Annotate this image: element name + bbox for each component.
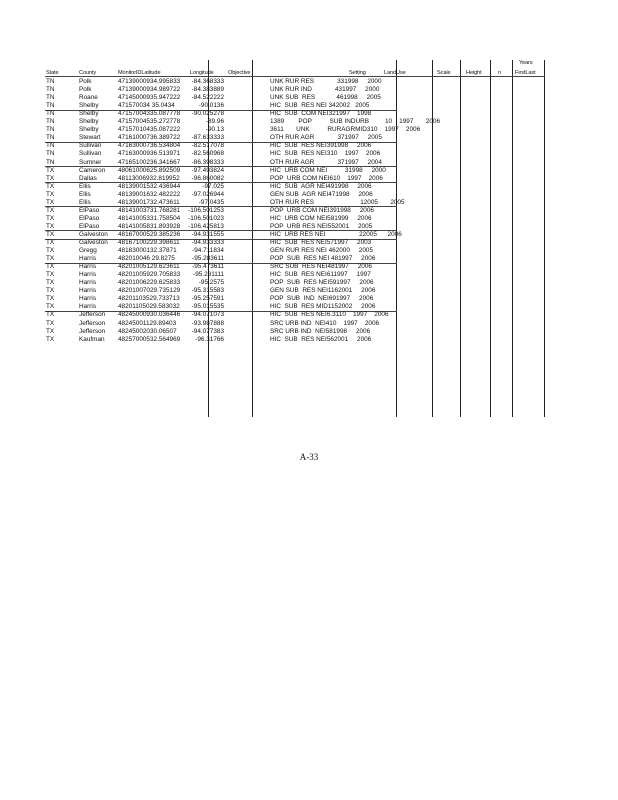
cell-monitor-latitude: 48139001632.482222 [118, 190, 181, 198]
cell-longitude: -89.96 [205, 118, 224, 126]
table-row [0, 183, 618, 191]
cell-details: SRC SUB RES NEI481997 2006 [270, 263, 372, 271]
cell-longitude: -84.522222 [191, 94, 224, 102]
cell-monitor-latitude: 48113006932.819952 [118, 174, 180, 182]
cell-monitor-latitude: 48141005331.758504 [118, 214, 181, 222]
cell-monitor-latitude: 47163000736.534804 [118, 142, 181, 150]
cell-county: Galveston [79, 230, 108, 238]
cell-county: ElPaso [79, 214, 100, 222]
cell-state: TX [46, 255, 55, 263]
cell-county: Sullivan [79, 142, 102, 150]
cell-county: Harris [79, 303, 97, 311]
header-setting: Setting [349, 70, 366, 76]
cell-monitor-latitude: 48201105029.583032 [118, 303, 180, 311]
cell-details: OTH RUR AGR 371997 2005 [270, 134, 382, 142]
cell-longitude: -96.860082 [191, 174, 224, 182]
header-longitude: Longitude [190, 70, 214, 76]
table-row [0, 328, 618, 336]
cell-state: TN [46, 142, 55, 150]
table-row [0, 263, 618, 271]
cell-county: Ellis [79, 182, 91, 190]
table-row [0, 311, 618, 319]
cell-county: Cameron [79, 166, 106, 174]
cell-state: TX [46, 287, 55, 295]
cell-details: HIC SUB RES NEI6.3110 1997 2006 [270, 311, 389, 319]
cell-details: HIC SUB RES NEI 342002 2005 [270, 102, 370, 110]
table-row [0, 336, 618, 344]
cell-details: SRC URB IND NEI410 1997 2006 [270, 319, 380, 327]
table-row [0, 207, 618, 215]
cell-details: POP SUB RES NEI591997 2006 [270, 279, 374, 287]
cell-longitude: -86.398333 [191, 158, 224, 166]
cell-details: OTH RUR AGR 371997 2004 [270, 158, 382, 166]
cell-longitude: -95.473611 [192, 263, 224, 271]
cell-monitor-latitude: 47161000736.389722 [118, 134, 181, 142]
cell-state: TX [46, 327, 55, 335]
cell-county: Polk [79, 86, 92, 94]
cell-longitude: -82.517078 [191, 142, 224, 150]
cell-state: TN [46, 134, 55, 142]
table-row [0, 110, 618, 118]
cell-county: Shelby [79, 110, 99, 118]
cell-monitor-latitude: 48141003731.768281 [118, 206, 181, 214]
cell-county: Shelby [79, 126, 99, 134]
table-row [0, 320, 618, 328]
cell-county: Jefferson [79, 327, 106, 335]
table-row [0, 94, 618, 102]
cell-longitude: -95.281111 [193, 271, 224, 279]
header-years: Years [519, 60, 533, 66]
table-row [0, 215, 618, 223]
cell-monitor-latitude: 48183000132.37871 [118, 247, 177, 255]
cell-county: Harris [79, 295, 97, 303]
cell-state: TX [46, 206, 55, 214]
cell-county: Jefferson [79, 311, 106, 319]
cell-monitor-latitude: 48201006229.625833 [118, 279, 181, 287]
table-row [0, 191, 618, 199]
cell-details: HIC SUB RES NEI391998 2006 [270, 142, 372, 150]
table-row [0, 150, 618, 158]
header-height: Height [466, 70, 482, 76]
table-row [0, 118, 618, 126]
table-row [0, 167, 618, 175]
cell-monitor-latitude: 47157004335.087778 [118, 110, 181, 118]
cell-monitor-latitude: 48245001129.89403 [118, 319, 177, 327]
cell-details: HIC SUB RES NEI310 1997 2006 [270, 150, 381, 158]
table-row [0, 247, 618, 255]
cell-monitor-latitude: 47145000935.947222 [118, 94, 181, 102]
cell-county: Ellis [79, 198, 91, 206]
cell-state: TX [46, 222, 55, 230]
cell-details: HIC URB RES NEI 22005 2006 [270, 230, 402, 238]
table-row [0, 239, 618, 247]
cell-state: TX [46, 335, 55, 343]
cell-state: TX [46, 279, 55, 287]
cell-state: TN [46, 86, 55, 94]
cell-monitor-latitude: 48201103529.733713 [118, 295, 180, 303]
cell-monitor-latitude: 47157004535.272778 [118, 118, 181, 126]
table-row [0, 86, 618, 94]
table-row [0, 78, 618, 86]
cell-longitude: -97.493824 [191, 166, 224, 174]
cell-details: UNK RUR IND 431997 2000 [270, 86, 380, 94]
cell-monitor-latitude: 47165100236.341667 [118, 158, 181, 166]
cell-longitude: -97.025 [202, 182, 224, 190]
cell-state: TN [46, 150, 55, 158]
cell-county: Harris [79, 287, 97, 295]
cell-details: GEN SUB RES NEI1162001 2006 [270, 287, 376, 295]
cell-monitor-latitude: 48245000930.036446 [118, 311, 181, 319]
table-row [0, 279, 618, 287]
cell-county: Ellis [79, 190, 91, 198]
cell-longitude: -95.283611 [192, 255, 224, 263]
cell-longitude: -82.560968 [191, 150, 224, 158]
cell-monitor-latitude: 48201005929.705833 [118, 271, 181, 279]
cell-state: TX [46, 182, 55, 190]
table-row [0, 287, 618, 295]
header-scale: Scale [437, 70, 451, 76]
cell-monitor-latitude: 48201005129.623611 [118, 263, 180, 271]
cell-longitude: -94.711834 [192, 247, 224, 255]
cell-monitor-latitude: 47139000934.995833 [118, 78, 181, 85]
cell-longitude: -106.501023 [188, 214, 224, 222]
cell-longitude: -90.0136 [198, 102, 224, 110]
cell-details: POP URB RES NEI552001 2005 [270, 222, 373, 230]
cell-monitor-latitude: 482010046 29.8275 [118, 255, 175, 263]
cell-monitor-latitude: 47157010435.087222 [118, 126, 181, 134]
cell-longitude: -87.633333 [191, 134, 224, 142]
cell-longitude: -94.077383 [191, 327, 224, 335]
cell-details: UNK SUB RES 461998 2005 [270, 94, 381, 102]
cell-state: TN [46, 78, 55, 85]
cell-monitor-latitude: 48139001532.436944 [118, 182, 181, 190]
cell-monitor-latitude: 471570034 35.0434 [118, 102, 175, 110]
cell-longitude: -90.13 [205, 126, 224, 134]
cell-longitude: -94.933333 [191, 239, 224, 246]
cell-state: TX [46, 247, 55, 255]
cell-longitude: -96.31766 [195, 335, 224, 343]
cell-county: Shelby [79, 118, 99, 126]
cell-longitude: -97.0435 [198, 198, 224, 206]
cell-state: TN [46, 118, 55, 126]
cell-details: OTH RUR RES 12005 2005 [270, 198, 405, 206]
cell-state: TX [46, 303, 55, 311]
cell-county: Sumner [79, 158, 102, 166]
cell-county: Stewart [79, 134, 101, 142]
header-underline [45, 76, 545, 77]
cell-longitude: -94.931555 [191, 230, 224, 238]
cell-state: TN [46, 158, 55, 166]
header-landuse: LandUse [384, 70, 406, 76]
cell-monitor-latitude: 48061000625.892509 [118, 166, 181, 174]
cell-state: TX [46, 319, 55, 327]
cell-state: TX [46, 166, 55, 174]
cell-county: Polk [79, 78, 92, 85]
header-first-last: FirstLast [515, 70, 536, 76]
header-n: n [498, 70, 502, 76]
cell-details: HIC URB COM NEI581999 2006 [270, 214, 372, 222]
cell-longitude: -84.368333 [191, 78, 224, 85]
cell-details: POP URB COM NEI391998 2006 [270, 206, 374, 214]
header-state: State [46, 70, 59, 76]
cell-state: TX [46, 174, 55, 182]
cell-state: TN [46, 102, 55, 110]
cell-monitor-latitude: 47163000936.513971 [118, 150, 181, 158]
cell-state: TN [46, 110, 55, 118]
cell-state: TN [46, 94, 55, 102]
cell-monitor-latitude: 48167000529.385236 [118, 230, 181, 238]
header-county: County [79, 70, 97, 76]
cell-monitor-latitude: 48201007029.735129 [118, 287, 181, 295]
cell-county: Gregg [79, 247, 97, 255]
page-number: A-33 [299, 452, 319, 462]
cell-longitude: -84.383889 [191, 86, 224, 94]
cell-monitor-latitude: 48257000532.564969 [118, 335, 181, 343]
cell-county: Harris [79, 255, 97, 263]
cell-details: HIC SUB RES MID1152002 2006 [270, 303, 376, 311]
cell-longitude: -95.257591 [191, 295, 224, 303]
cell-state: TX [46, 198, 55, 206]
cell-details: HIC SUB COM NEI321997 1998 [270, 110, 372, 118]
cell-details: 3611 UNK RURAGRMID310 1997 2006 [270, 126, 421, 134]
cell-monitor-latitude: 47139000934.989722 [118, 86, 181, 94]
table-row [0, 271, 618, 279]
cell-details: HIC URB COM NEI 31998 2000 [270, 166, 386, 174]
cell-state: TX [46, 239, 55, 246]
cell-longitude: -97.026944 [191, 190, 224, 198]
cell-details: HIC SUB RES NEI571997 2003 [270, 239, 372, 246]
table-row [0, 142, 618, 150]
cell-county: Dallas [79, 174, 97, 182]
cell-state: TX [46, 230, 55, 238]
cell-county: ElPaso [79, 222, 100, 230]
cell-longitude: -95.2575 [198, 279, 224, 287]
cell-details: 1389 POP SUB INDURB 10 1997 2006 [270, 118, 441, 126]
cell-state: TX [46, 263, 55, 271]
cell-county: ElPaso [79, 206, 100, 214]
cell-details: HIC SUB RES NEI611997 1997 [270, 271, 371, 279]
header-monitor-latitude: MonitorIDLatitude [118, 70, 161, 76]
cell-details: UNK RUR RES 331998 2000 [270, 78, 382, 85]
cell-state: TX [46, 311, 55, 319]
cell-monitor-latitude: 48167100229.398611 [118, 239, 180, 246]
cell-longitude: -95.015535 [191, 303, 224, 311]
cell-details: GEN RUR RES NEI 462000 2005 [270, 247, 374, 255]
cell-details: GEN SUB AGR NEI471998 2006 [270, 190, 373, 198]
cell-details: SRC URB IND NEI581998 2006 [270, 327, 371, 335]
cell-state: TX [46, 214, 55, 222]
cell-county: Jefferson [79, 319, 106, 327]
cell-county: Shelby [79, 102, 99, 110]
cell-details: POP SUB IND NEI691997 2006 [270, 295, 374, 303]
table-row [0, 126, 618, 134]
table-row [0, 295, 618, 303]
cell-state: TX [46, 271, 55, 279]
cell-longitude: -93.987888 [191, 319, 224, 327]
cell-county: Kaufman [79, 335, 105, 343]
cell-county: Roane [79, 94, 98, 102]
cell-monitor-latitude: 48245002030.06507 [118, 327, 177, 335]
cell-state: TX [46, 190, 55, 198]
cell-county: Galveston [79, 239, 108, 246]
cell-details: HIC SUB RES NEI562001 2006 [270, 335, 372, 343]
cell-longitude: -106.501253 [188, 206, 224, 214]
cell-details: POP SUB RES NEI 481997 2006 [270, 255, 376, 263]
cell-county: Sullivan [79, 150, 102, 158]
cell-details: POP URB COM NEI610 1997 2006 [270, 174, 383, 182]
cell-longitude: -106.425813 [188, 222, 224, 230]
cell-state: TN [46, 126, 55, 134]
cell-county: Harris [79, 279, 97, 287]
header-objective: Objective [228, 70, 251, 76]
cell-details: HIC SUB AGR NEI491998 2006 [270, 182, 372, 190]
cell-county: Harris [79, 271, 97, 279]
cell-county: Harris [79, 263, 97, 271]
cell-longitude: -95.315583 [191, 287, 224, 295]
cell-state: TX [46, 295, 55, 303]
cell-longitude: -94.071073 [191, 311, 224, 319]
cell-monitor-latitude: 48139001732.473611 [118, 198, 180, 206]
cell-monitor-latitude: 48141005831.893928 [118, 222, 181, 230]
cell-longitude: -90.025278 [191, 110, 224, 118]
